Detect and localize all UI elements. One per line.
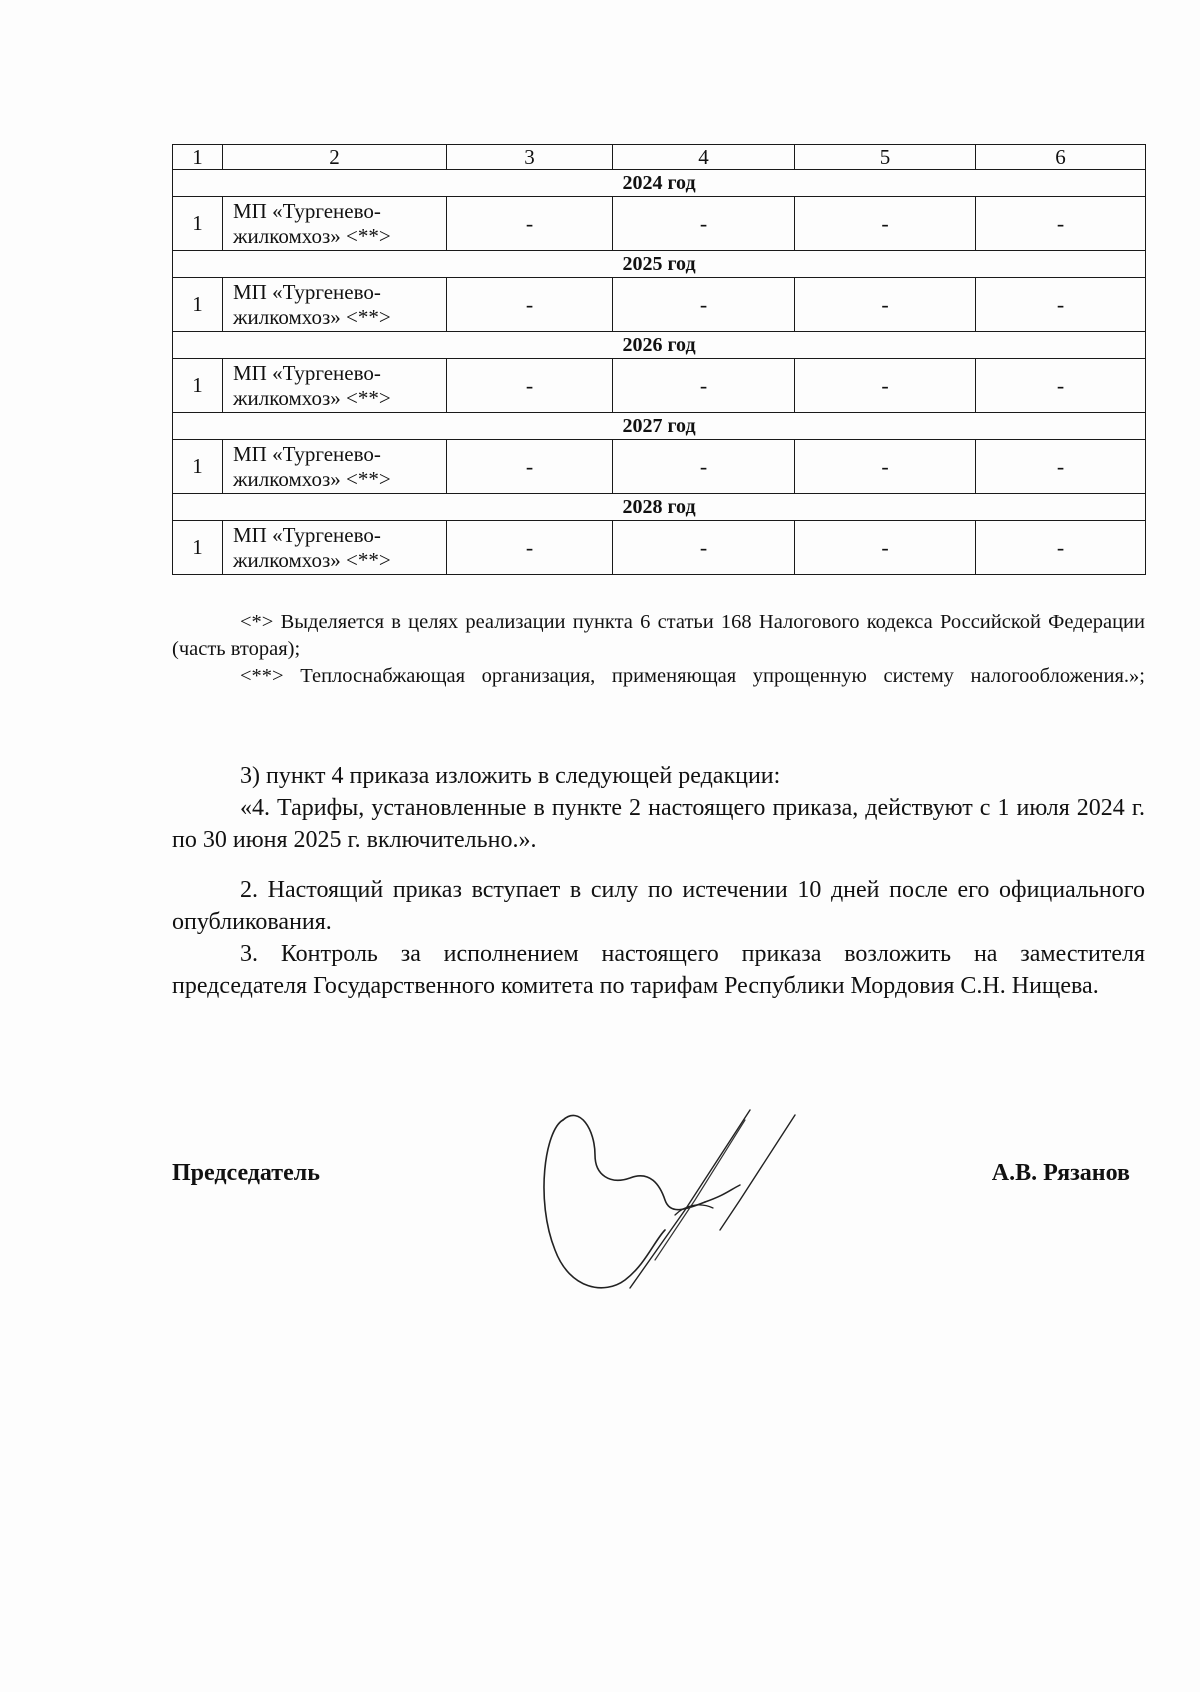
clause-3: 3. Контроль за исполнением настоящего приказа возложить на заместителя председателя Государственного комитета по тарифам Республики Мордовия С.Н. Нищева. bbox=[172, 941, 1145, 999]
year-row bbox=[173, 170, 1146, 197]
signer-name: А.В. Рязанов bbox=[991, 1160, 1130, 1186]
table-header-row bbox=[173, 145, 1146, 170]
organization-name-line-1: МП «Тургенево- bbox=[233, 279, 381, 304]
handwritten-signature bbox=[535, 1090, 855, 1310]
organization-cell bbox=[223, 521, 447, 575]
organization-cell bbox=[223, 440, 447, 494]
clause-2: 2. Настоящий приказ вступает в силу по истечении 10 дней после его официального опубликования. bbox=[172, 877, 1145, 935]
column-header: 2 bbox=[223, 145, 447, 170]
column-header: 1 bbox=[173, 145, 223, 170]
organization-name-line-2: жилкомхоз» <**> bbox=[233, 304, 391, 329]
value-cell: - bbox=[976, 359, 1146, 413]
value-cell: - bbox=[447, 440, 613, 494]
year-label: 2026 год bbox=[173, 332, 1146, 359]
value-cell: - bbox=[447, 359, 613, 413]
organization-cell bbox=[223, 197, 447, 251]
value-cell: - bbox=[976, 521, 1146, 575]
year-label: 2028 год bbox=[173, 494, 1146, 521]
value-cell: - bbox=[613, 359, 795, 413]
organization-name-line-2: жилкомхоз» <**> bbox=[233, 466, 391, 491]
organization-name-line-2: жилкомхоз» <**> bbox=[233, 223, 391, 248]
value-cell: - bbox=[976, 197, 1146, 251]
table-row bbox=[173, 197, 1146, 251]
tariff-table-body bbox=[173, 145, 1146, 575]
value-cell: - bbox=[613, 278, 795, 332]
amendment-item-3-text: «4. Тарифы, установленные в пункте 2 настоящего приказа, действуют с 1 июля 2024 г. по 30 июня 2025 г. включительно.». bbox=[172, 795, 1145, 853]
organization-name-line-1: МП «Тургенево- bbox=[233, 522, 381, 547]
row-number: 1 bbox=[173, 197, 223, 251]
organization-cell bbox=[223, 359, 447, 413]
organization-name-line-2: жилкомхоз» <**> bbox=[233, 547, 391, 572]
organization-name-line-1: МП «Тургенево- bbox=[233, 441, 381, 466]
table-row bbox=[173, 278, 1146, 332]
table-row bbox=[173, 359, 1146, 413]
value-cell: - bbox=[613, 440, 795, 494]
value-cell: - bbox=[795, 197, 976, 251]
value-cell: - bbox=[795, 278, 976, 332]
organization-name-line-1: МП «Тургенево- bbox=[233, 360, 381, 385]
value-cell: - bbox=[447, 197, 613, 251]
tariff-table bbox=[172, 144, 1146, 575]
column-header: 4 bbox=[613, 145, 795, 170]
year-row bbox=[173, 413, 1146, 440]
column-header: 3 bbox=[447, 145, 613, 170]
organization-name-line-2: жилкомхоз» <**> bbox=[233, 385, 391, 410]
value-cell: - bbox=[613, 521, 795, 575]
footnote-2-text: <**> Теплоснабжающая организация, применяющая упрощенную систему налогообложения.»; bbox=[240, 665, 1145, 687]
row-number: 1 bbox=[173, 278, 223, 332]
footnote-2 bbox=[172, 663, 1145, 690]
column-header: 5 bbox=[795, 145, 976, 170]
value-cell: - bbox=[976, 440, 1146, 494]
year-row bbox=[173, 332, 1146, 359]
year-row bbox=[173, 494, 1146, 521]
signer-title: Председатель bbox=[172, 1160, 320, 1186]
organization-name-line-1: МП «Тургенево- bbox=[233, 198, 381, 223]
organization-cell bbox=[223, 278, 447, 332]
value-cell: - bbox=[795, 440, 976, 494]
year-row bbox=[173, 251, 1146, 278]
row-number: 1 bbox=[173, 521, 223, 575]
value-cell: - bbox=[795, 359, 976, 413]
column-header: 6 bbox=[976, 145, 1146, 170]
footnote-1: <*> Выделяется в целях реализации пункта 6 статьи 168 Налогового кодекса Российской Федерации (часть вторая); bbox=[172, 611, 1145, 660]
value-cell: - bbox=[795, 521, 976, 575]
year-label: 2024 год bbox=[173, 170, 1146, 197]
amendment-item-3: 3) пункт 4 приказа изложить в следующей редакции: bbox=[240, 763, 781, 789]
year-label: 2027 год bbox=[173, 413, 1146, 440]
value-cell: - bbox=[447, 278, 613, 332]
row-number: 1 bbox=[173, 440, 223, 494]
value-cell: - bbox=[447, 521, 613, 575]
table-row bbox=[173, 521, 1146, 575]
table-row bbox=[173, 440, 1146, 494]
value-cell: - bbox=[976, 278, 1146, 332]
row-number: 1 bbox=[173, 359, 223, 413]
value-cell: - bbox=[613, 197, 795, 251]
year-label: 2025 год bbox=[173, 251, 1146, 278]
